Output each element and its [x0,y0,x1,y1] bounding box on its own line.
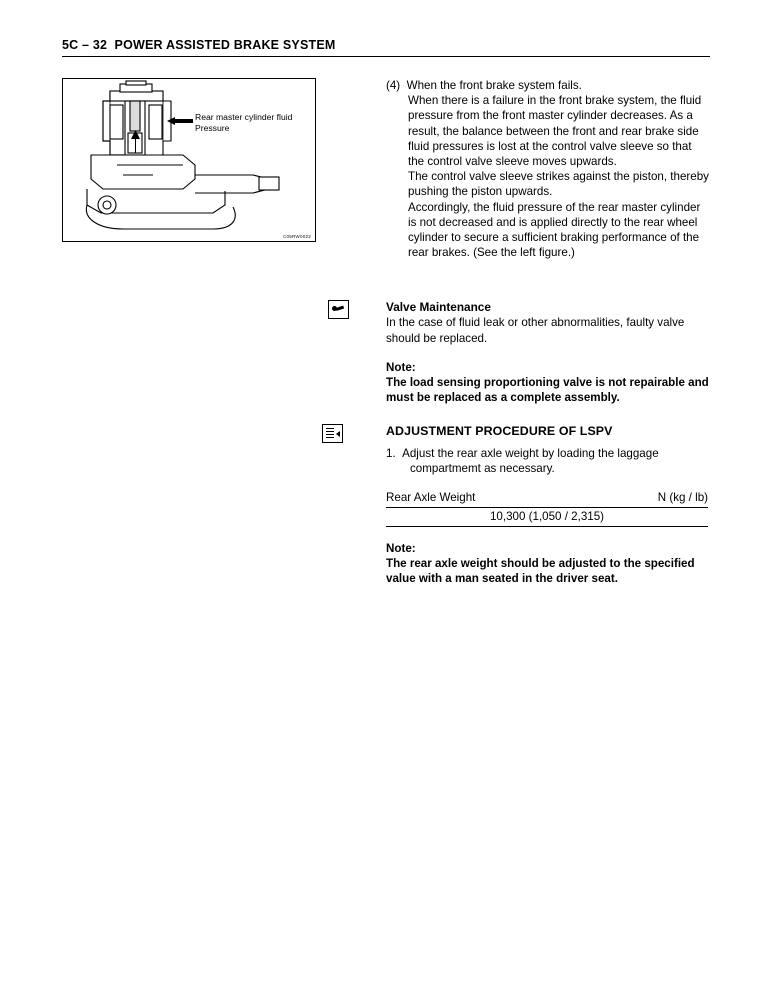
left-arrow-icon [167,117,193,125]
paragraph-3: Accordingly, the fluid pressure of the rear master cylinder is not decreased and is applied directly to the rear wheel cylinder to secure a sufficient braking performance of the rear brakes. (See the left figure.) [408,200,701,260]
header-divider [62,56,710,57]
figure-code: C05RW0022 [282,234,311,239]
table-header-right: N (kg / lb) [592,489,708,508]
note-text: The rear axle weight should be adjusted to the specified value with a man seated in the driver seat. [386,557,695,586]
wrench-icon-handle [336,305,344,310]
procedure-icon-lines [326,428,334,439]
item-number: (4) [386,79,401,92]
wrench-icon [328,300,349,319]
valve-maintenance-section [328,300,710,405]
step-number: 1. [386,447,396,460]
rear-axle-weight-value: 10,300 (1,050 / 2,315) [386,507,708,526]
paragraph-1: When there is a failure in the front brake system, the fluid pressure from the front master cylinder decreases. As a result, the balance between the front and rear brake side fluid pressures is lost at the control valve sleeve so that the control valve sleeve moves upwards. [408,94,702,169]
page-title: POWER ASSISTED BRAKE SYSTEM [114,38,336,52]
figure-lspv-diagram [62,78,316,242]
table-header-left: Rear Axle Weight [386,489,592,508]
note-label: Note: [386,541,416,555]
rear-axle-weight-table [386,489,708,527]
header-line [62,38,710,56]
valve-maintenance-note [386,360,710,406]
adjustment-heading: ADJUSTMENT PROCEDURE OF LSPV [386,424,613,438]
adjustment-body [386,424,712,586]
table-row [386,507,708,526]
valve-maintenance-text: In the case of fluid leak or other abnormalities, faulty valve should be replaced. [386,316,685,345]
valve-maintenance-body [386,300,710,405]
note-text: The load sensing proportioning valve is not repairable and must be replaced as a complete assembly. [386,376,709,405]
table-header-row [386,489,708,508]
paragraph-2: The control valve sleeve strikes against the piston, thereby pushing the piston upwards. [408,170,709,199]
adjustment-procedure-section [322,424,712,586]
item-title: When the front brake system fails. [406,79,582,92]
note-label: Note: [386,360,416,374]
procedure-icon [322,424,343,443]
item-heading [386,78,710,93]
step-text: Adjust the rear axle weight by loading the laggage compartmemt as necessary. [402,447,659,476]
procedure-icon-arrow [336,431,340,437]
valve-maintenance-title: Valve Maintenance [386,300,491,314]
adjustment-note [386,541,712,587]
main-text-column [386,78,710,260]
page-header [62,38,710,57]
lspv-cutaway-drawing [63,79,315,241]
adjustment-step-1 [386,446,712,477]
page-reference: 5C – 32 [62,38,108,52]
figure-callout-label: Rear master cylinder fluid Pressure [195,112,293,133]
